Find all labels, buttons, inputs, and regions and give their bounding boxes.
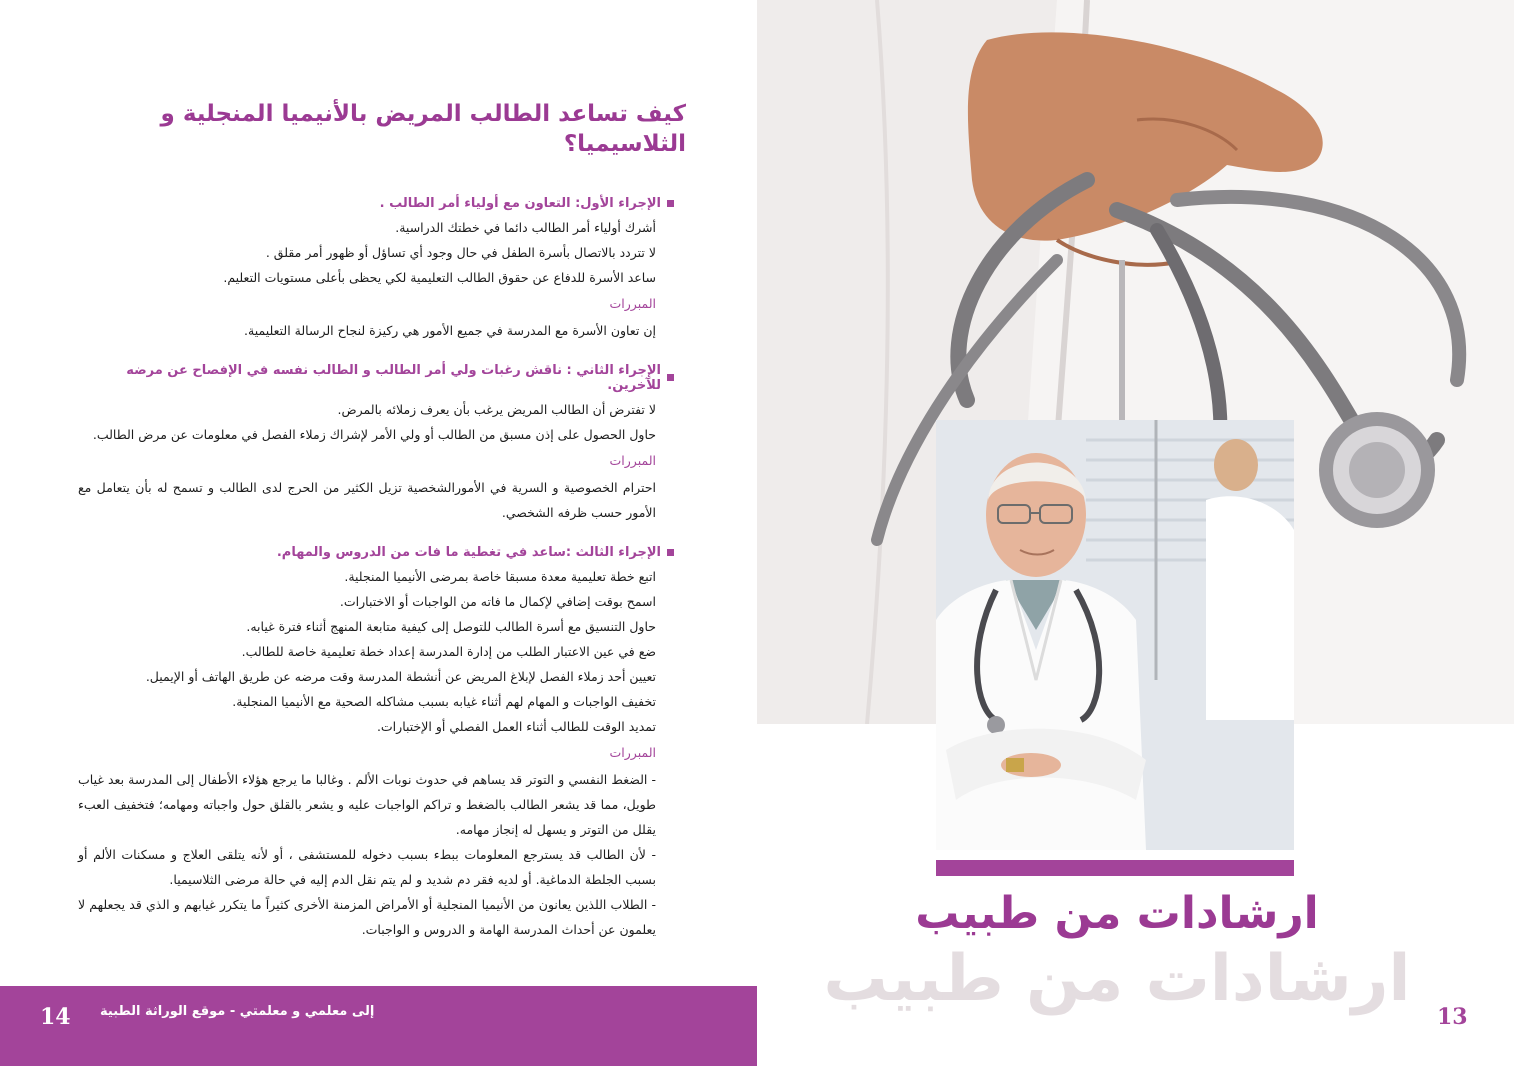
justification-text: إن تعاون الأسرة مع المدرسة في جميع الأمور هي ركيزة لنجاح الرسالة التعليمية. <box>244 322 656 338</box>
section-heading <box>78 363 686 393</box>
justification-label: المبررات <box>609 295 656 311</box>
justification-paragraph: - لأن الطالب قد يسترجع المعلومات ببطء بسبب دخوله للمستشفى ، أو لأنه يتلقى العلاج و مسكنات الألم أو بسبب الجلطة الدماغية. أو لديه فقر دم شديد و لم يتم نقل الدم إليه في حالة مرضى الثلاسيميا. <box>78 846 656 887</box>
section-3 <box>78 545 686 942</box>
section-line: أشرك أولياء أمر الطالب دائما في خطتك الدراسية. <box>395 219 656 235</box>
square-bullet-icon <box>667 200 674 207</box>
section-line: لا تفترض أن الطالب المريض يرغب بأن يعرف زملائه بالمرض. <box>337 401 656 417</box>
justification-paragraph: - الطلاب اللذين يعانون من الأنيميا المنجلية أو الأمراض المزمنة الأخرى كثيراً ما يتكرر غيابهم و الذي قد يجعلهم لا يعلمون عن أحداث المدرسة الهامة و الدروس و الواجبات. <box>78 896 656 937</box>
page-number-left: 14 <box>40 1004 71 1030</box>
section-2 <box>78 363 686 525</box>
title-echo: ارشادات من طبيب <box>823 942 1411 1016</box>
section-line: تعيين أحد زملاء الفصل لإبلاغ المريض عن أنشطة المدرسة وقت مرضه عن طريق الهاتف أو الإيميل. <box>145 668 656 684</box>
justification-label: المبررات <box>609 452 656 468</box>
section-heading-text: الإجراء الثالث :ساعد في تغطية ما فات من الدروس والمهام. <box>276 544 661 560</box>
section-line: تمديد الوقت للطالب أثناء العمل الفصلي أو الإختبارات. <box>376 718 656 734</box>
section-heading <box>78 545 686 560</box>
section-line: ضع في عين الاعتبار الطلب من إدارة المدرسة إعداد خطة تعليمية خاصة للطالب. <box>241 643 656 659</box>
footer-text: إلى معلمي و معلمتي - موقع الوراثة الطبية <box>100 1004 375 1019</box>
square-bullet-icon <box>667 374 674 381</box>
section-heading <box>78 196 686 211</box>
page-title: كيف تساعد الطالب المريض بالأنيميا المنجلية و الثلاسيميا؟ <box>160 101 686 157</box>
right-page-title: ارشادات من طبيب <box>915 888 1319 939</box>
section-1 <box>78 196 686 343</box>
footer-band <box>0 986 757 1066</box>
section-heading-text: الإجراء الأول: التعاون مع أولياء أمر الطالب . <box>379 195 661 211</box>
right-page <box>757 0 1514 1080</box>
accent-bar <box>936 860 1294 876</box>
square-bullet-icon <box>667 549 674 556</box>
section-line: لا تتردد بالاتصال بأسرة الطفل في حال وجود أي تساؤل أو ظهور أمر مقلق . <box>265 244 656 260</box>
left-content <box>78 100 686 962</box>
doctor-illustration <box>936 420 1294 850</box>
justification-paragraph: - الضغط النفسي و التوتر قد يساهم في حدوث نوبات الألم . وغالبا ما يرجع هؤلاء الأطفال إلى المدرسة بعد غياب طويل، مما قد يشعر الطالب بالضغط و تراكم الواجبات عليه و يشعر بالقلق حول واجباته ومهامه؛ فتخفيف العبء يقلل من التوتر و يسهل له إنجاز مهامه. <box>78 771 656 837</box>
justification-text: احترام الخصوصية و السرية في الأمورالشخصية تزيل الكثير من الحرج لدى الطالب و تسمح له بأن يتعامل مع الأمور حسب ظرفه الشخصي. <box>78 479 656 520</box>
section-line: حاول التنسيق مع أسرة الطالب للتوصل إلى كيفية متابعة المنهج أثناء فترة غيابه. <box>246 618 656 634</box>
section-line: ساعد الأسرة للدفاع عن حقوق الطالب التعليمية لكي يحظى بأعلى مستويات التعليم. <box>223 269 656 285</box>
section-line: حاول الحصول على إذن مسبق من الطالب أو ولي الأمر لإشراك زملاء الفصل في معلومات عن مرض الطالب. <box>92 426 656 442</box>
doctor-photo <box>936 420 1294 850</box>
page-number-right: 13 <box>1437 1004 1468 1030</box>
section-line: اتبع خطة تعليمية معدة مسبقا خاصة بمرضى الأنيميا المنجلية. <box>344 568 656 584</box>
section-line: اسمح بوقت إضافي لإكمال ما فاته من الواجبات أو الاختبارات. <box>339 593 656 609</box>
section-heading-text: الإجراء الثاني : ناقش رغبات ولي أمر الطالب و الطالب نفسه في الإفصاح عن مرضه للآخرين. <box>126 362 661 393</box>
section-line: تخفيف الواجبات و المهام لهم أثناء غيابه بسبب مشاكله الصحية مع الأنيميا المنجلية. <box>232 693 656 709</box>
justification-label: المبررات <box>609 744 656 760</box>
